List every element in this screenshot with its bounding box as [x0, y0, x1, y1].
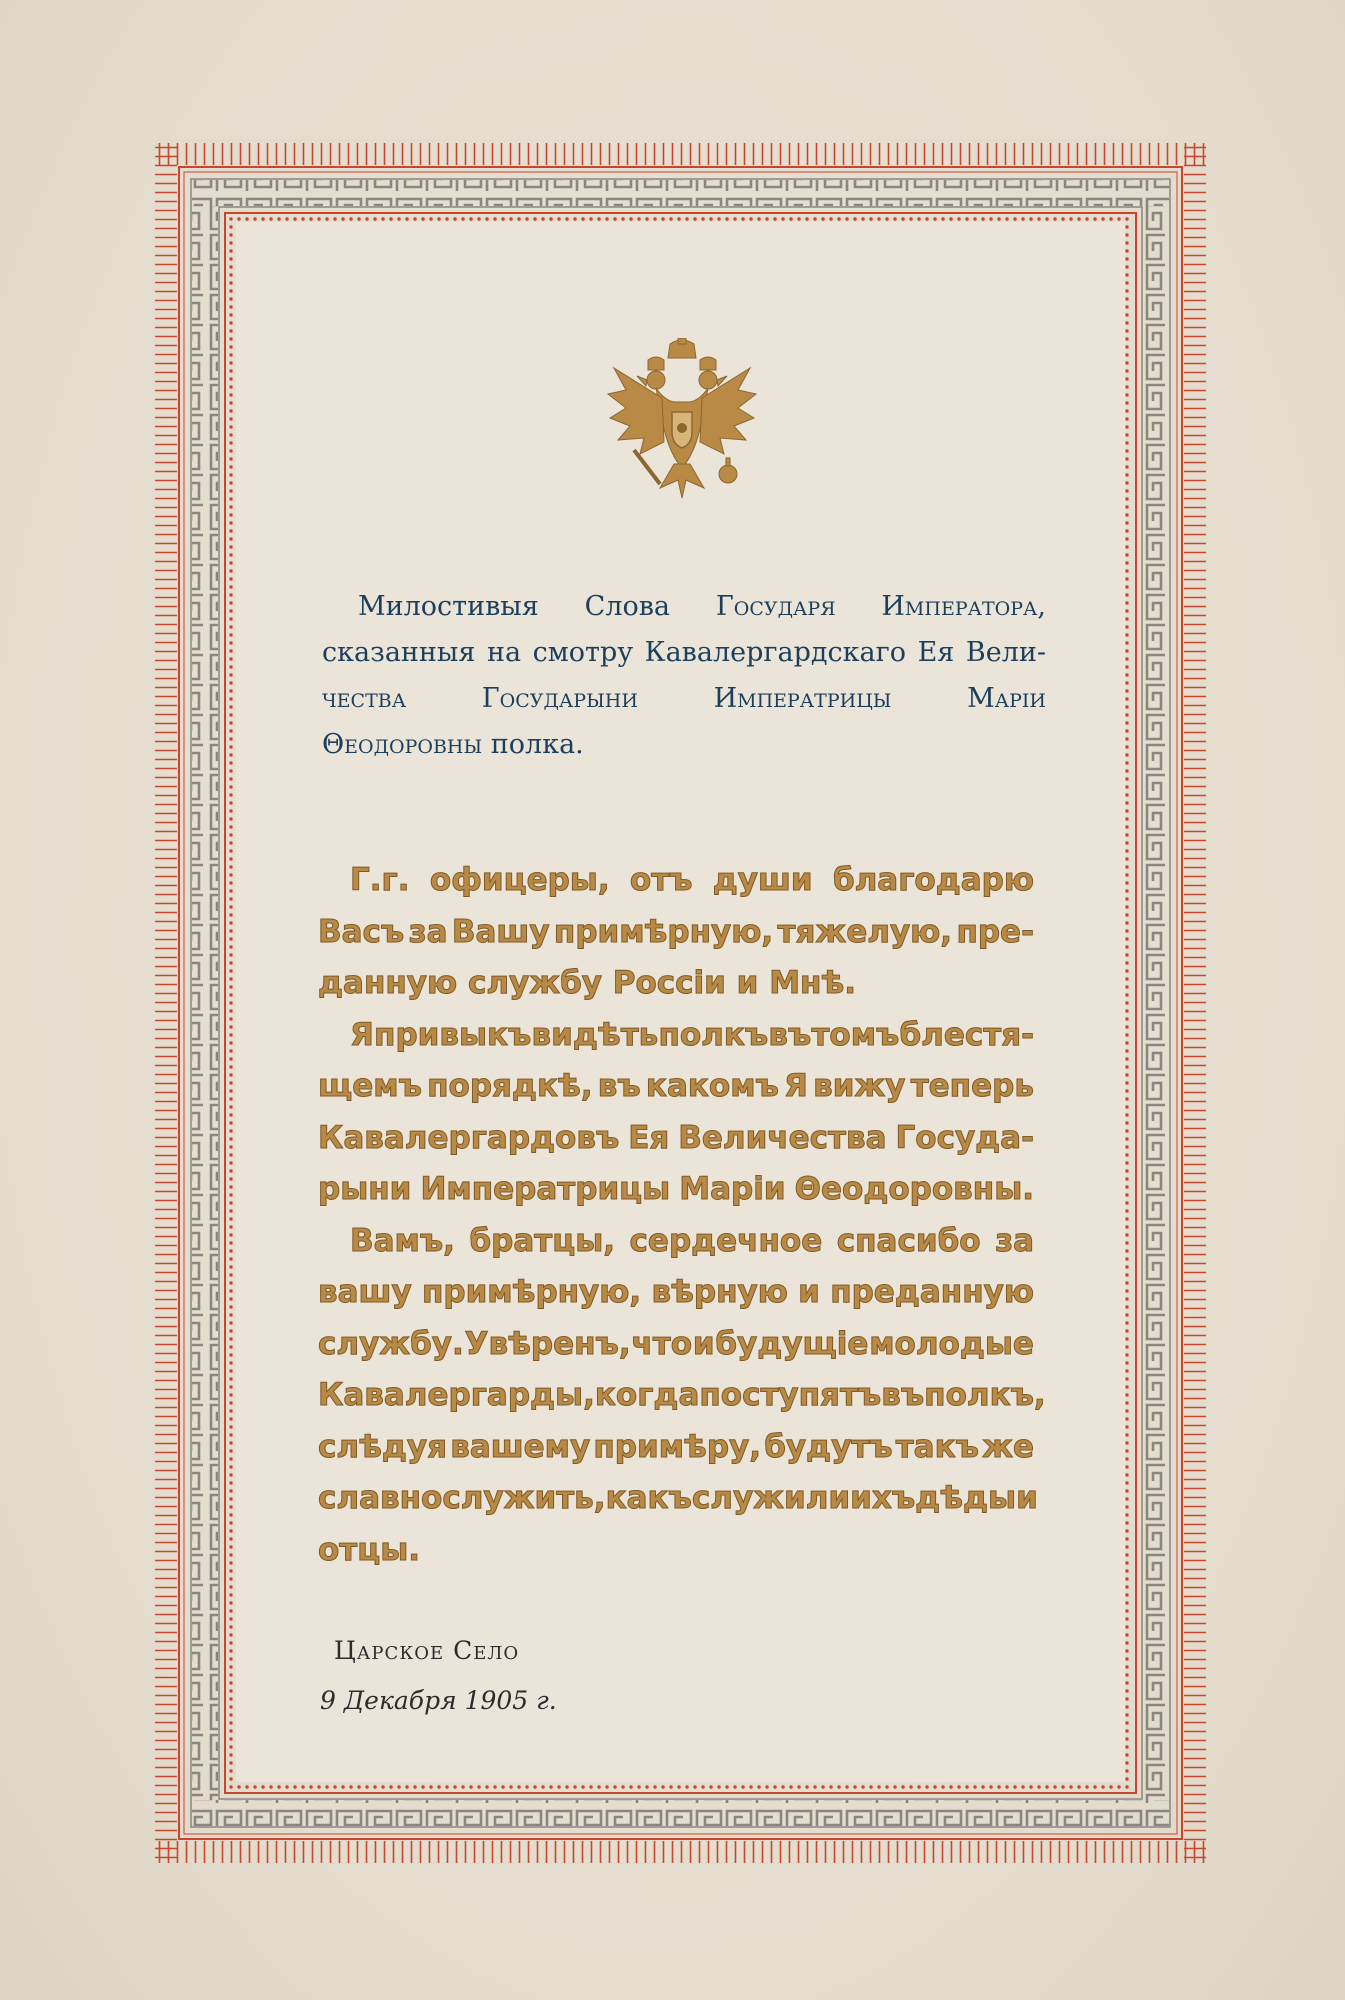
decree-word: сердечное — [629, 1222, 823, 1259]
decree-word: примѣрную, — [421, 1274, 642, 1310]
decree-word: отцы. — [318, 1531, 421, 1568]
decree-word: вашу — [318, 1274, 412, 1310]
decree-word: Васъ — [318, 913, 405, 950]
decree-word: Величества — [678, 1119, 887, 1156]
decree-word: отъ — [629, 862, 693, 898]
decree-word: и — [1016, 1480, 1038, 1516]
double-headed-eagle-icon — [604, 338, 760, 504]
decree-word: спасибо — [836, 1222, 981, 1259]
heading-word: Ея — [917, 637, 955, 668]
decree-word: когда — [594, 1377, 700, 1413]
decree-word: полкъ, — [924, 1377, 1046, 1413]
decree-word: блестя- — [899, 1016, 1034, 1053]
decree-word: будущiе — [715, 1325, 869, 1362]
decree-word: привыкъ — [374, 1016, 532, 1053]
decree-word: и — [692, 1325, 715, 1362]
decree-word: Кавалергарды, — [318, 1377, 595, 1413]
heading-word: Государыни — [481, 683, 638, 714]
decree-word: служили — [691, 1480, 851, 1516]
decree-word: видѣть — [531, 1016, 659, 1053]
decree-word: какъ — [605, 1480, 692, 1516]
decree-line — [318, 1216, 1034, 1268]
decree-word: Госуда- — [895, 1119, 1034, 1156]
decree-line — [318, 1113, 1034, 1165]
decree-word: Я — [784, 1068, 808, 1104]
decree-line — [318, 1473, 1038, 1525]
heading-word: Государя — [715, 591, 836, 622]
decree-word: офицеры, — [429, 862, 610, 898]
decree-word: рыни — [318, 1171, 412, 1207]
decree-line — [318, 907, 1034, 959]
heading-line — [322, 584, 1046, 630]
decree-body — [318, 855, 1046, 1576]
heading-word: Императора, — [881, 591, 1046, 622]
decree-word: Θеодоровны. — [794, 1171, 1034, 1207]
heading-line — [322, 630, 1046, 676]
decree-word: тяжелую, — [777, 913, 953, 950]
decree-line — [318, 1370, 1046, 1422]
decree-word: Мнѣ. — [769, 965, 857, 1001]
decree-word: пре- — [956, 913, 1034, 950]
decree-line — [318, 1422, 1034, 1474]
decree-word: вашему — [450, 1428, 591, 1465]
decree-line — [318, 1061, 1034, 1113]
decree-line — [318, 1164, 1034, 1216]
heading-word: Марiи — [967, 683, 1046, 714]
heading-word: на — [486, 637, 522, 668]
decree-word: благодарю — [832, 862, 1034, 898]
decree-word: Вамъ, — [350, 1222, 455, 1259]
decree-word: такъ — [895, 1428, 979, 1465]
decree-word: и — [798, 1274, 820, 1310]
decree-word: въ — [597, 1068, 641, 1104]
decree-word: щемъ — [318, 1068, 422, 1104]
heading-word: Императрицы — [713, 683, 892, 714]
decree-word: же — [982, 1428, 1034, 1465]
heading-word: чества — [322, 683, 407, 714]
heading-word: Кавалергардскаго — [644, 637, 907, 668]
heading-word: Милостивыя — [358, 591, 539, 622]
decree-word: Ея — [628, 1119, 670, 1156]
heading-word: сказанныя — [322, 637, 476, 668]
decree-word: дѣды — [915, 1480, 1017, 1516]
heading-word: Θеодоровны — [322, 729, 483, 760]
heading-word: Слова — [584, 591, 671, 622]
heading-word: смотру — [532, 637, 634, 668]
decree-line — [318, 855, 1034, 907]
date-of-signing: 9 Декабря 1905 г. — [320, 1686, 557, 1715]
decree-word: преданную — [830, 1274, 1034, 1310]
decree-word: что — [631, 1325, 692, 1362]
decree-word: Кавалергардовъ — [318, 1119, 620, 1156]
decree-word: Я — [350, 1016, 374, 1053]
decree-word: за — [408, 913, 448, 950]
decree-line — [318, 1267, 1034, 1319]
decree-word: Марiи — [679, 1171, 786, 1207]
decree-word: вижу — [813, 1068, 906, 1104]
decree-word: молодые — [869, 1325, 1034, 1362]
decree-heading — [322, 584, 1046, 768]
decree-word: души — [712, 862, 813, 898]
decree-word: примѣрную, — [553, 913, 774, 950]
decree-word: и — [736, 965, 759, 1001]
decree-word: службу — [467, 965, 602, 1001]
decree-word: Россiи — [612, 965, 726, 1001]
decree-word: братцы, — [469, 1222, 616, 1259]
heading-line — [322, 722, 1046, 768]
decree-word: порядкѣ, — [427, 1068, 593, 1104]
decree-word: томъ — [811, 1016, 900, 1053]
heading-word: Вели- — [965, 637, 1046, 668]
decree-word: какомъ — [645, 1068, 779, 1104]
decree-word: Увѣренъ, — [464, 1325, 631, 1362]
heading-word: полка. — [490, 729, 584, 760]
decree-line — [318, 1319, 1034, 1371]
decree-word: ихъ — [850, 1480, 916, 1516]
decree-line — [318, 958, 1034, 1010]
decree-word: Императрицы — [420, 1171, 671, 1207]
decree-word: служить, — [442, 1480, 606, 1516]
decree-line — [318, 1010, 1034, 1062]
decree-word: полкъ — [658, 1016, 769, 1053]
decree-word: славно — [318, 1480, 443, 1516]
decree-word: примѣру, — [593, 1428, 762, 1465]
decree-word: данную — [318, 965, 458, 1001]
decree-line — [318, 1525, 1034, 1577]
decree-word: въ — [881, 1377, 925, 1413]
decree-word: службу. — [318, 1325, 464, 1362]
place-of-signing: Царское Село — [334, 1636, 520, 1665]
decree-word: Вашу — [451, 913, 550, 950]
decree-word: будутъ — [764, 1428, 893, 1465]
decree-word: слѣдуя — [318, 1428, 448, 1465]
decree-word: теперь — [910, 1068, 1034, 1104]
decree-word: поступятъ — [699, 1377, 882, 1413]
heading-line — [322, 676, 1046, 722]
decree-word: въ — [768, 1016, 812, 1053]
decree-word: за — [995, 1222, 1034, 1259]
decree-word: вѣрную — [651, 1274, 788, 1310]
decree-word: Г.г. — [350, 862, 410, 898]
